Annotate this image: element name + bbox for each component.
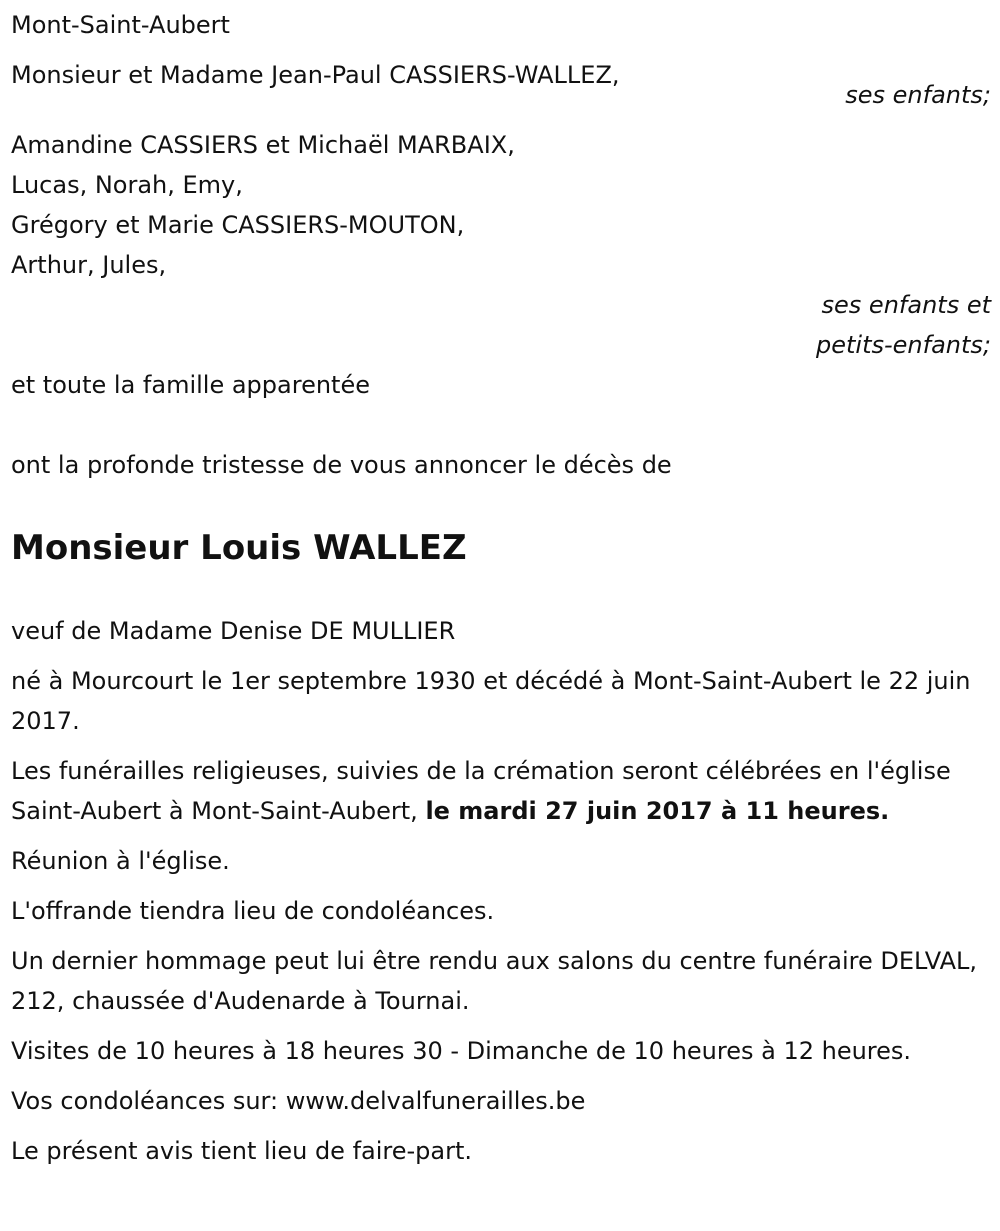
notice-line: Le présent avis tient lieu de faire-part. [11,1137,473,1165]
children-label: ses enfants; [845,81,991,109]
grandchildren-item: Arthur, Jules, [11,251,167,279]
grandchildren-list [11,125,991,285]
obituary-notice [11,5,991,1171]
grandchildren-item: Lucas, Norah, Emy, [11,171,243,199]
funeral-text: Les funérailles religieuses, suivies de la crémation seront célébrées en l'église Saint-Aubert à Mont-Saint-Aubert, [11,757,951,825]
children-line: Monsieur et Madame Jean-Paul CASSIERS-WALLEZ, [11,61,620,89]
grandchildren-item: Amandine CASSIERS et Michaël MARBAIX, [11,131,515,159]
grandchildren-label-2: petits-enfants; [816,331,991,359]
condolences-line: Vos condoléances sur: www.delvalfunerailles.be [11,1087,586,1115]
announcement-line: ont la profonde tristesse de vous annoncer le décès de [11,451,672,479]
grandchildren-item: Grégory et Marie CASSIERS-MOUTON, [11,211,465,239]
widower-line: veuf de Madame Denise DE MULLIER [11,617,456,645]
funeral-paragraph [11,751,991,831]
visits-line: Visites de 10 heures à 18 heures 30 - Dimanche de 10 heures à 12 heures. [11,1037,912,1065]
funeral-date: le mardi 27 juin 2017 à 11 heures. [425,797,890,825]
grandchildren-label-1: ses enfants et [821,291,991,319]
birth-death-paragraph: né à Mourcourt le 1er septembre 1930 et décédé à Mont-Saint-Aubert le 22 juin 2017. [11,667,971,735]
deceased-name: Monsieur Louis WALLEZ [11,528,467,568]
meeting-line: Réunion à l'église. [11,847,230,875]
place-name: Mont-Saint-Aubert [11,11,230,39]
tribute-paragraph: Un dernier hommage peut lui être rendu aux salons du centre funéraire DELVAL, 212, chaussée d'Audenarde à Tournai. [11,947,978,1015]
offering-line: L'offrande tiendra lieu de condoléances. [11,897,495,925]
family-line: et toute la famille apparentée [11,371,370,399]
